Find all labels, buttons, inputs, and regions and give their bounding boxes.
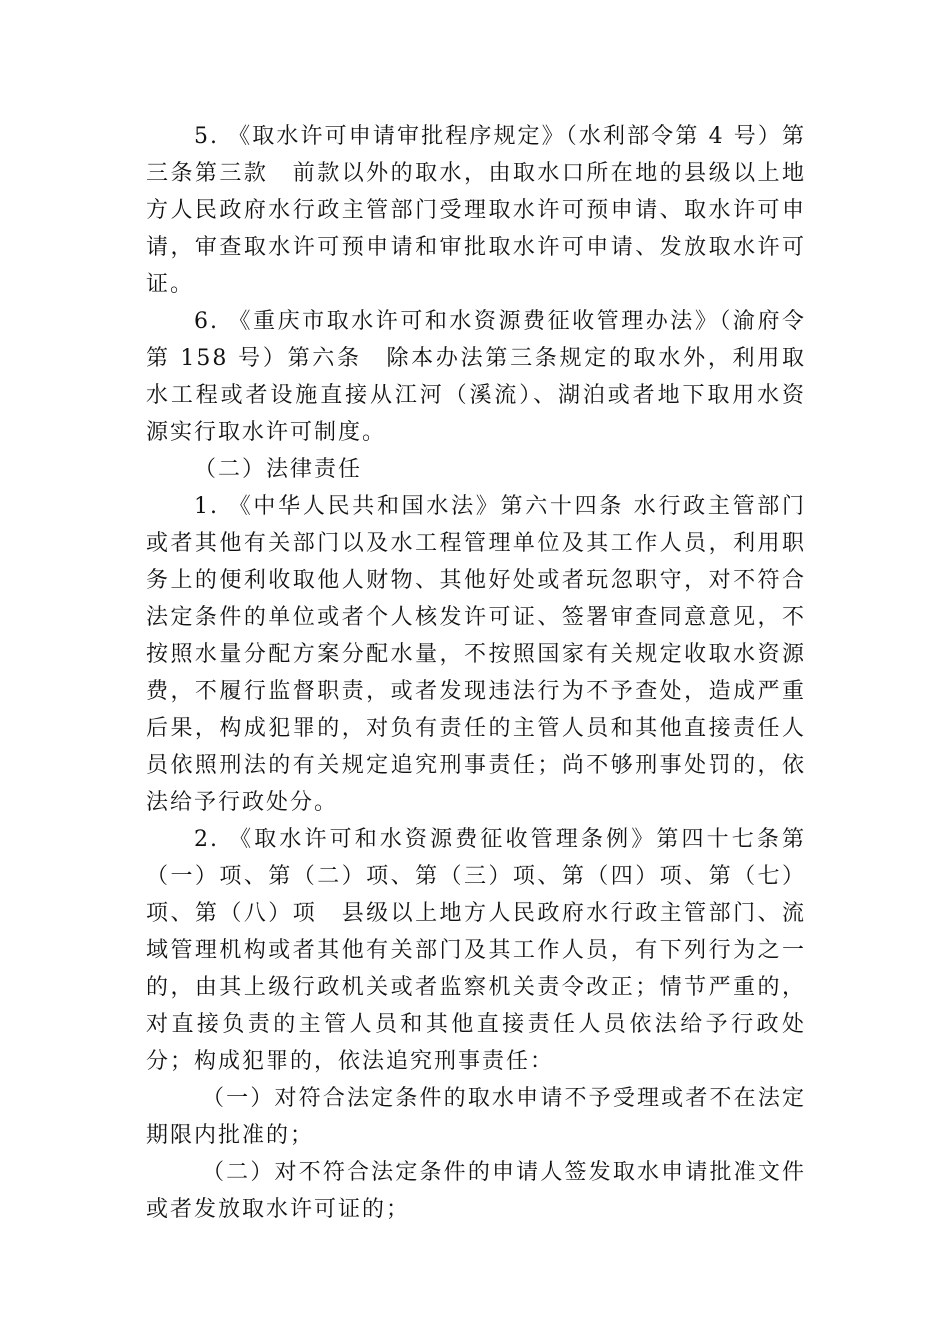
paragraph-liability-1: 1. 《中华人民共和国水法》第六十四条 水行政主管部门或者其他有关部门以及水工程管理单位及其工作人员，利用职务上的便利收取他人财物、其他好处或者玩忽职守，对不符合法定条件的单位或者个人核发许可证、签署审查同意意见，不按照水量分配方案分配水量，不按照国家有关规定收取水资源费，不履行监督职责，或者发现违法行为不予查处，造成严重后果，构成犯罪的，对负有责任的主管人员和其他直接责任人员依照刑法的有关规定追究刑事责任；尚不够刑事处罚的，依法给予行政处分。 — [146, 494, 806, 815]
list-item-2: （二）对不符合法定条件的申请人签发取水申请批准文件或者发放取水许可证的； — [146, 1160, 806, 1222]
paragraph-liability-2: 2. 《取水许可和水资源费征收管理条例》第四十七条第（一）项、第（二）项、第（三）项、第（四）项、第（七）项、第（八）项 县级以上地方人民政府水行政主管部门、流域管理机构或者其他有关部门及其工作人员，有下列行为之一的，由其上级行政机关或者监察机关责令改正；情节严重的，对直接负责的主管人员和其他直接责任人员依法给予行政处分；构成犯罪的，依法追究刑事责任： — [146, 827, 806, 1074]
paragraph-article-5: 5. 《取水许可申请审批程序规定》（水利部令第 4 号）第三条第三款 前款以外的取水，由取水口所在地的县级以上地方人民政府水行政主管部门受理取水许可预申请、取水许可申请，审查取水许可预申请和审批取水许可申请、发放取水许可证。 — [146, 124, 806, 297]
document-body — [146, 118, 806, 1228]
section-heading-legal-liability: （二）法律责任 — [194, 457, 363, 482]
list-item-1: （一）对符合法定条件的取水申请不予受理或者不在法定期限内批准的； — [146, 1086, 806, 1148]
paragraph-article-6: 6. 《重庆市取水许可和水资源费征收管理办法》（渝府令第 158 号）第六条 除本办法第三条规定的取水外，利用取水工程或者设施直接从江河（溪流）、湖泊或者地下取用水资源实行取水许可制度。 — [146, 309, 806, 445]
